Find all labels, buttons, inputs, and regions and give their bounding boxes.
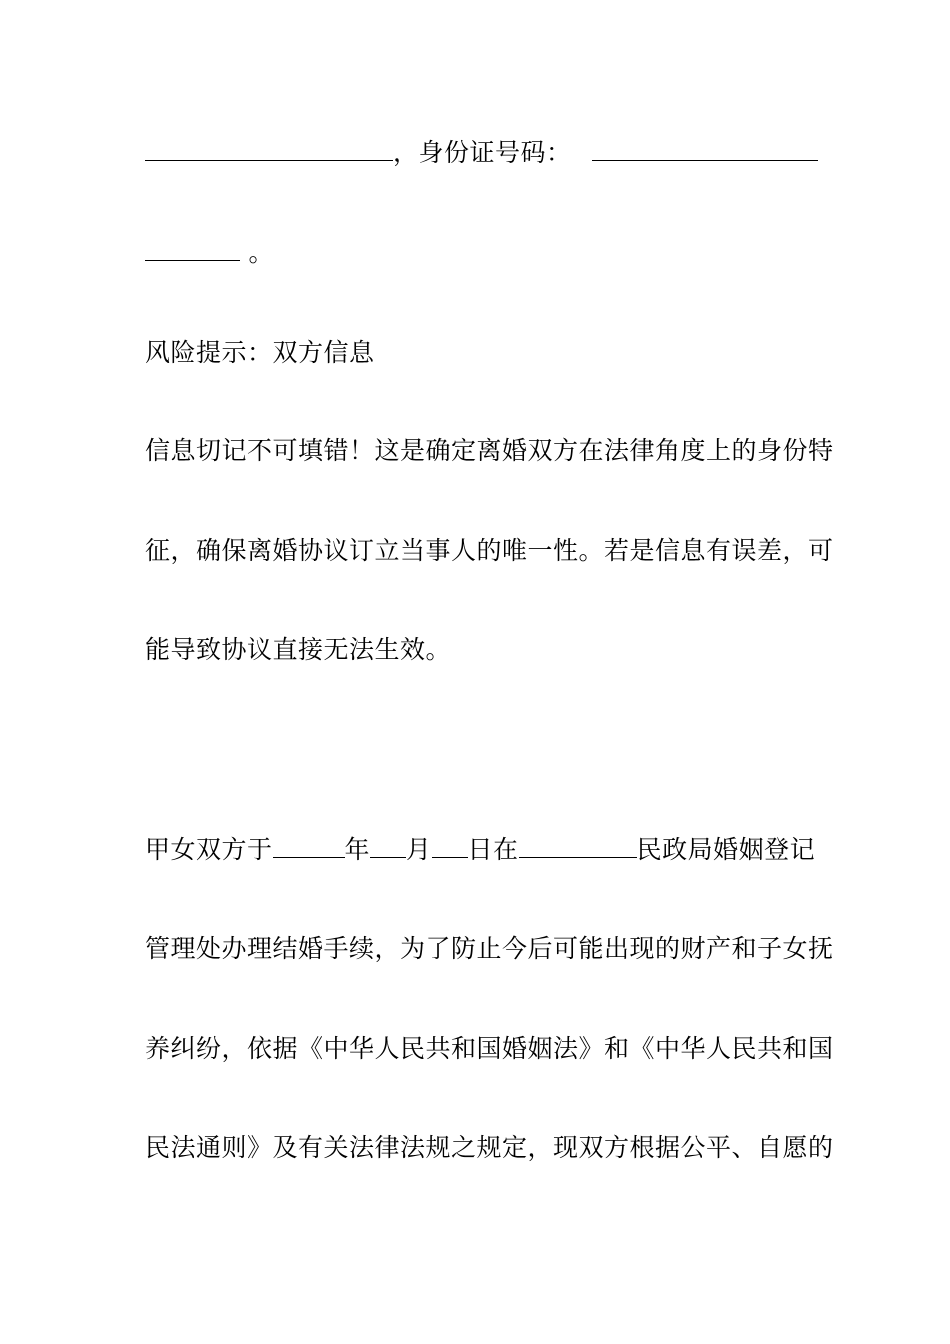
name-blank[interactable] [145,138,393,161]
bureau-blank[interactable] [519,835,637,858]
body-paragraph-line-1 [145,835,816,865]
month-blank[interactable] [370,835,406,858]
risk-paragraph-line-1: 信息切记不可填错！这是确定离婚双方在法律角度上的身份特 [145,436,834,465]
id-number-blank-cont[interactable] [145,238,240,261]
risk-heading: 风险提示：双方信息 [145,338,375,367]
month-label: 月 [406,835,432,864]
body-paragraph-line-2: 管理处办理结婚手续，为了防止今后可能出现的财产和子女抚 [145,934,834,963]
body-text-tail: 民政局婚姻登记 [636,835,816,864]
id-number-continuation [145,238,810,268]
id-label: ，身份证号码： [393,138,572,167]
day-label: 日在 [467,835,519,864]
period: 。 [240,238,274,267]
body-paragraph-line-3: 养纠纷，依据《中华人民共和国婚姻法》和《中华人民共和国 [145,1034,834,1063]
risk-paragraph-line-2: 征，确保离婚协议订立当事人的唯一性。若是信息有误差，可 [145,536,834,565]
id-number-line [145,138,810,168]
year-blank[interactable] [273,835,345,858]
body-paragraph-line-4: 民法通则》及有关法律法规之规定，现双方根据公平、自愿的 [145,1133,834,1162]
risk-paragraph-line-3: 能导致协议直接无法生效。 [145,635,452,664]
id-number-blank[interactable] [592,138,818,161]
day-blank[interactable] [432,835,468,858]
year-label: 年 [344,835,371,864]
body-text: 甲女双方于 [145,835,273,864]
